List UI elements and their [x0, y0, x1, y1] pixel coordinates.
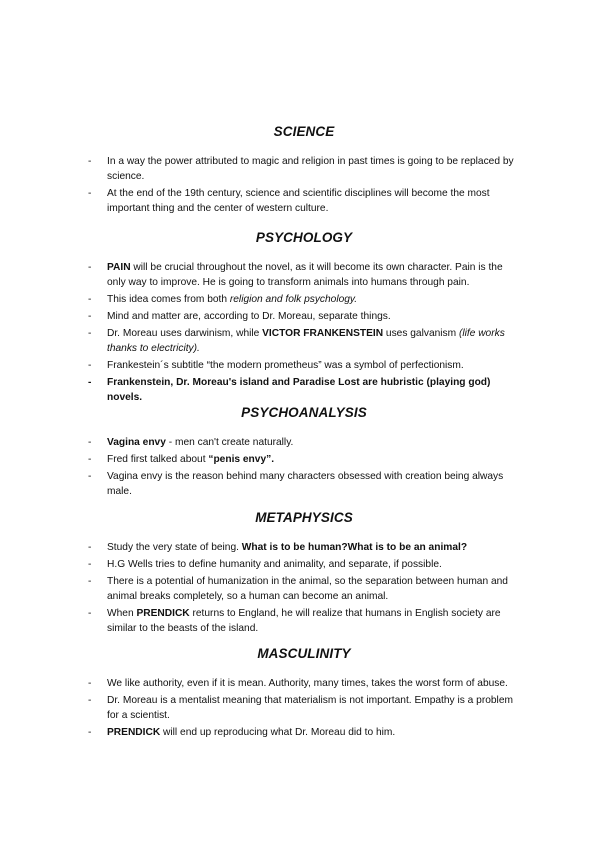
list-item: - When PRENDICK returns to England, he will realize that humans in English society are similar to the beasts of the island.	[88, 606, 520, 636]
bullet-list	[88, 260, 520, 405]
list-item: - Vagina envy - men can't create naturally.	[88, 435, 520, 450]
list-item: - PAIN will be crucial throughout the novel, as it will become its own character. Pain is the only way to improve. He is going to transform animals into humans through pain.	[88, 260, 520, 290]
section-heading: SCIENCE	[273, 124, 335, 139]
section-heading: MASCULINITY	[257, 646, 351, 661]
section-science	[88, 124, 520, 218]
list-item: - Frankenstein, Dr. Moreau's island and Paradise Lost are hubristic (playing god) novels.	[88, 375, 520, 405]
list-item: - We like authority, even if it is mean. Authority, many times, takes the worst form of abuse.	[88, 676, 520, 691]
bullet-list	[88, 676, 520, 740]
list-item: - There is a potential of humanization in the animal, so the separation between human and animal breaks completely, so a human can become an animal.	[88, 574, 520, 604]
list-item: - Fred first talked about “penis envy”.	[88, 452, 520, 467]
list-item: - Vagina envy is the reason behind many characters obsessed with creation being always male.	[88, 469, 520, 499]
list-item: - Dr. Moreau uses darwinism, while VICTOR FRANKENSTEIN uses galvanism (life works thanks to electricity).	[88, 326, 520, 356]
bullet-list	[88, 540, 520, 636]
bullet-list	[88, 154, 520, 216]
list-item: - H.G Wells tries to define humanity and animality, and separate, if possible.	[88, 557, 520, 572]
section-masculinity	[88, 646, 520, 742]
list-item: - In a way the power attributed to magic and religion in past times is going to be replaced by science.	[88, 154, 520, 184]
section-heading: PSYCHOANALYSIS	[241, 405, 367, 420]
section-heading: PSYCHOLOGY	[255, 230, 353, 245]
section-psychology	[88, 230, 520, 407]
bullet-list	[88, 435, 520, 499]
section-heading: METAPHYSICS	[255, 510, 353, 525]
list-item: - PRENDICK will end up reproducing what Dr. Moreau did to him.	[88, 725, 520, 740]
list-item: - This idea comes from both religion and folk psychology.	[88, 292, 520, 307]
section-metaphysics	[88, 510, 520, 638]
list-item: - Mind and matter are, according to Dr. Moreau, separate things.	[88, 309, 520, 324]
list-item: - Frankestein´s subtitle “the modern prometheus” was a symbol of perfectionism.	[88, 358, 520, 373]
list-item: - Study the very state of being. What is to be human?What is to be an animal?	[88, 540, 520, 555]
section-psychoanalysis	[88, 405, 520, 501]
list-item: - Dr. Moreau is a mentalist meaning that materialism is not important. Empathy is a problem for a scientist.	[88, 693, 520, 723]
list-item: - At the end of the 19th century, science and scientific disciplines will become the most important thing and the center of western culture.	[88, 186, 520, 216]
